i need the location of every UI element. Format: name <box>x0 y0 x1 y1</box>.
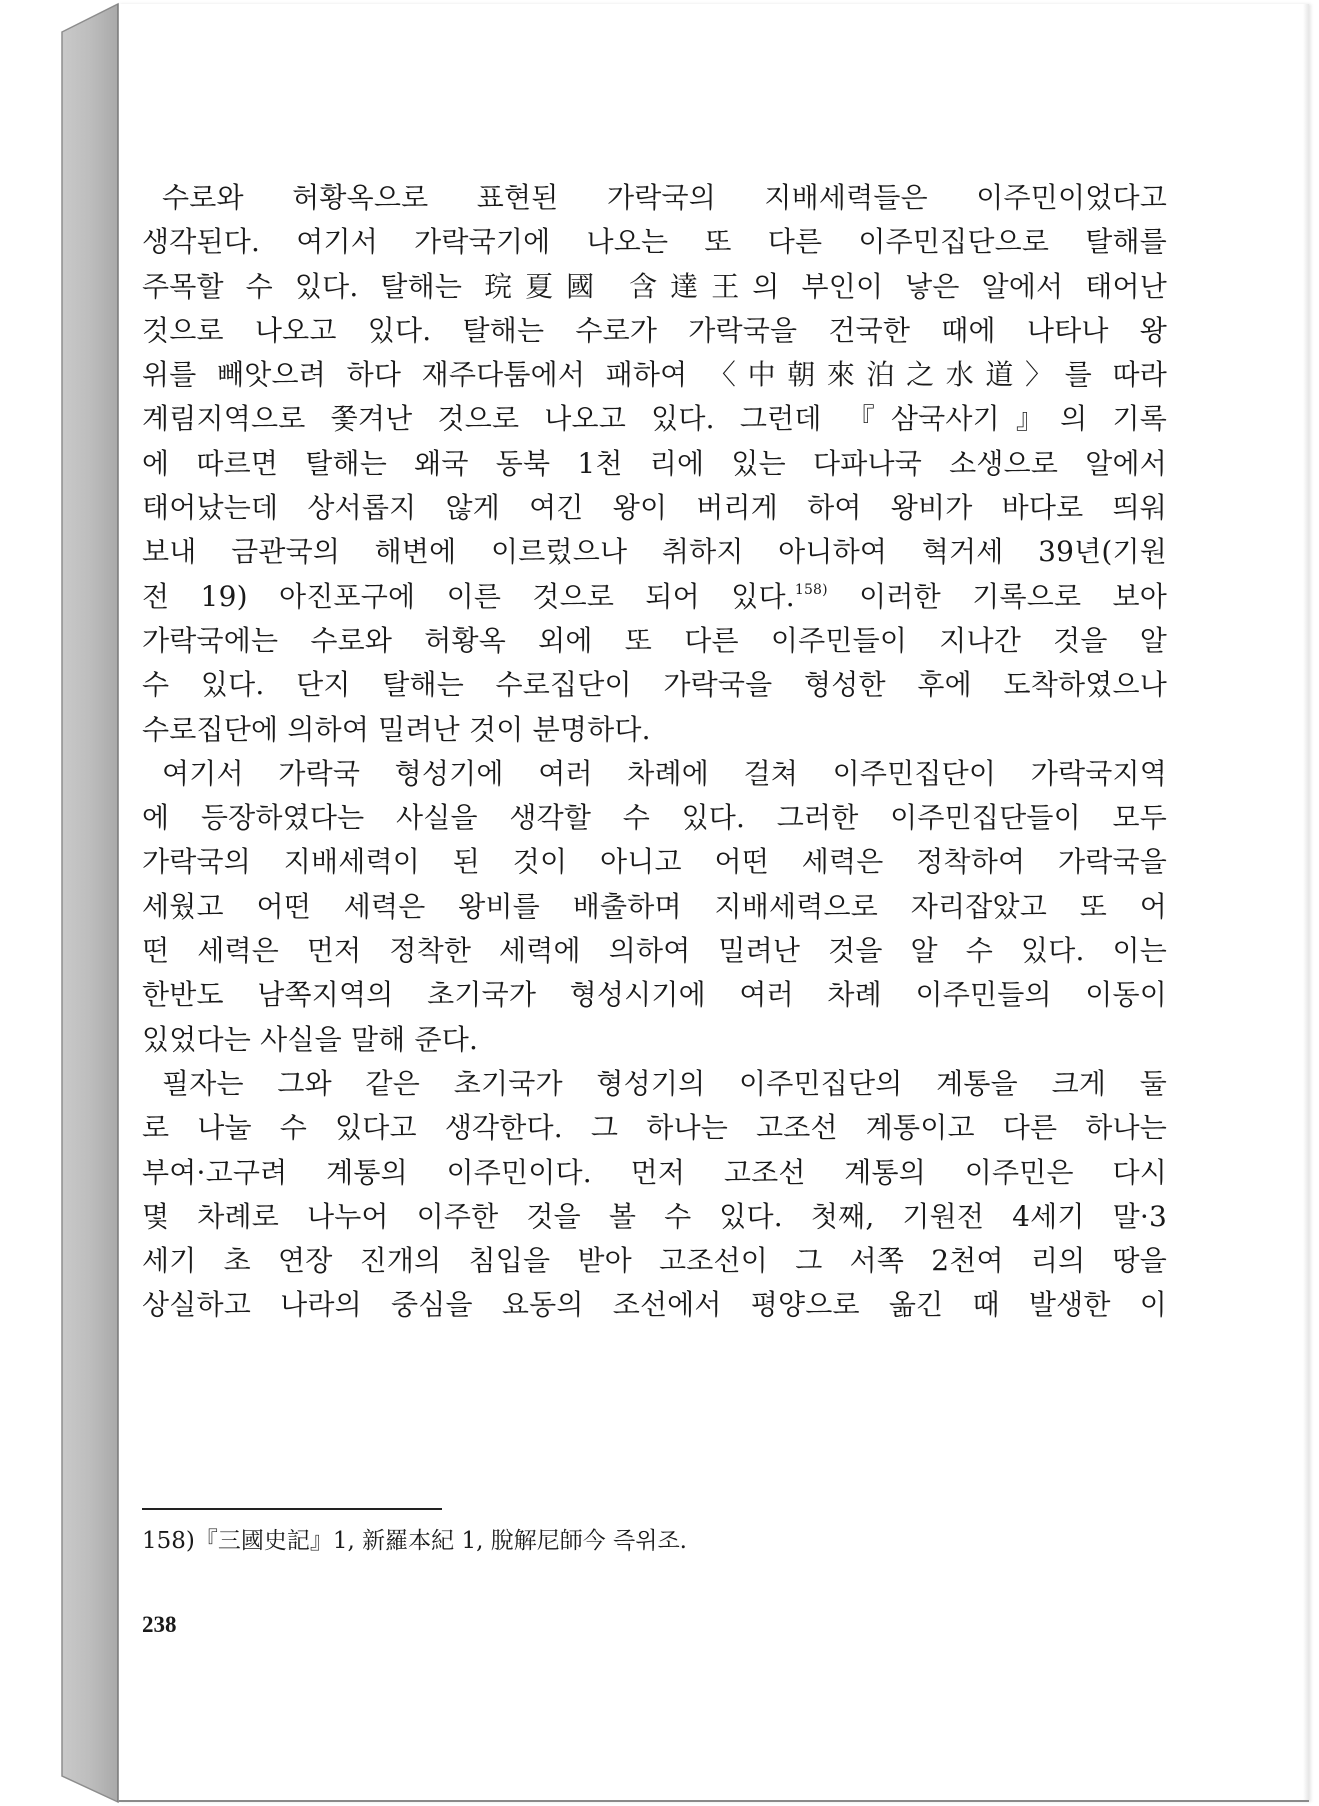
text-line: 필자는 그와 같은 초기국가 형성기의 이주민집단의 계통을 크게 둘 <box>162 1066 1167 1100</box>
text-segment: 전 19) 아진포구에 이른 것으로 되어 있다. <box>142 579 795 613</box>
page-edge-shade <box>1303 4 1309 1800</box>
text-line: 주목할 수 있다. 탈해는 琓夏國 含達王의 부인이 낳은 알에서 태어난 <box>142 269 1167 303</box>
footnote-reference: 158) <box>794 581 828 598</box>
page-number: 238 <box>142 1612 177 1637</box>
text-line: 수로집단에 의하여 밀려난 것이 분명하다. <box>142 712 651 746</box>
text-segment: 이러한 기록으로 보아 <box>827 579 1167 613</box>
text-line: 생각된다. 여기서 가락국기에 나오는 또 다른 이주민집단으로 탈해를 <box>142 225 1167 259</box>
text-line: 여기서 가락국 형성기에 여러 차례에 걸쳐 이주민집단이 가락국지역 <box>162 756 1167 790</box>
text-line: 로 나눌 수 있다고 생각한다. 그 하나는 고조선 계통이고 다른 하나는 <box>142 1111 1167 1145</box>
text-line: 상실하고 나라의 중심을 요동의 조선에서 평양으로 옮긴 때 발생한 이 <box>142 1288 1167 1322</box>
text-line: 세웠고 어떤 세력은 왕비를 배출하며 지배세력으로 자리잡았고 또 어 <box>142 889 1167 923</box>
text-line: 세기 초 연장 진개의 침입을 받아 고조선이 그 서쪽 2천여 리의 땅을 <box>142 1244 1167 1278</box>
text-line: 가락국에는 수로와 허황옥 외에 또 다른 이주민들이 지나간 것을 알 <box>142 623 1167 657</box>
footnote-divider <box>142 1508 442 1510</box>
text-line: 계림지역으로 쫓겨난 것으로 나오고 있다. 그런데 『삼국사기』의 기록 <box>142 402 1167 436</box>
text-line: 가락국의 지배세력이 된 것이 아니고 어떤 세력은 정착하여 가락국을 <box>142 845 1167 879</box>
text-line: 있었다는 사실을 말해 준다. <box>142 1022 479 1056</box>
text-line: 몇 차례로 나누어 이주한 것을 볼 수 있다. 첫째, 기원전 4세기 말·3 <box>142 1199 1167 1233</box>
text-line: 보내 금관국의 해변에 이르렀으나 취하지 아니하여 혁거세 39년(기원 <box>142 535 1167 569</box>
text-line: 태어났는데 상서롭지 않게 여긴 왕이 버리게 하여 왕비가 바다로 띄워 <box>142 491 1167 525</box>
text-line: 것으로 나오고 있다. 탈해는 수로가 가락국을 건국한 때에 나타나 왕 <box>142 313 1167 347</box>
text-line: 에 따르면 탈해는 왜국 동북 1천 리에 있는 다파나국 소생으로 알에서 <box>142 446 1167 480</box>
text-line: 수로와 허황옥으로 표현된 가락국의 지배세력들은 이주민이었다고 <box>162 181 1167 214</box>
text-line: 한반도 남쪽지역의 초기국가 형성시기에 여러 차례 이주민들의 이동이 <box>142 978 1167 1012</box>
body-text <box>142 176 1167 1328</box>
text-line: 에 등장하였다는 사실을 생각할 수 있다. 그러한 이주민집단들이 모두 <box>142 801 1167 835</box>
book-spine-graphic <box>60 0 120 1806</box>
text-line: 부여·고구려 계통의 이주민이다. 먼저 고조선 계통의 이주민은 다시 <box>142 1155 1167 1189</box>
text-line: 위를 빼앗으려 하다 재주다툼에서 패하여 〈中朝來泊之水道〉를 따라 <box>142 358 1167 392</box>
book-spine <box>60 0 120 1806</box>
text-line: 떤 세력은 먼저 정착한 세력에 의하여 밀려난 것을 알 수 있다. 이는 <box>142 934 1167 968</box>
text-line-with-footnote-ref <box>142 575 1167 619</box>
text-line: 수 있다. 단지 탈해는 수로집단이 가락국을 형성한 후에 도착하였으나 <box>142 668 1167 702</box>
footnote: 158)『三國史記』1, 新羅本紀 1, 脫解尼師今 즉위조. <box>142 1528 687 1554</box>
